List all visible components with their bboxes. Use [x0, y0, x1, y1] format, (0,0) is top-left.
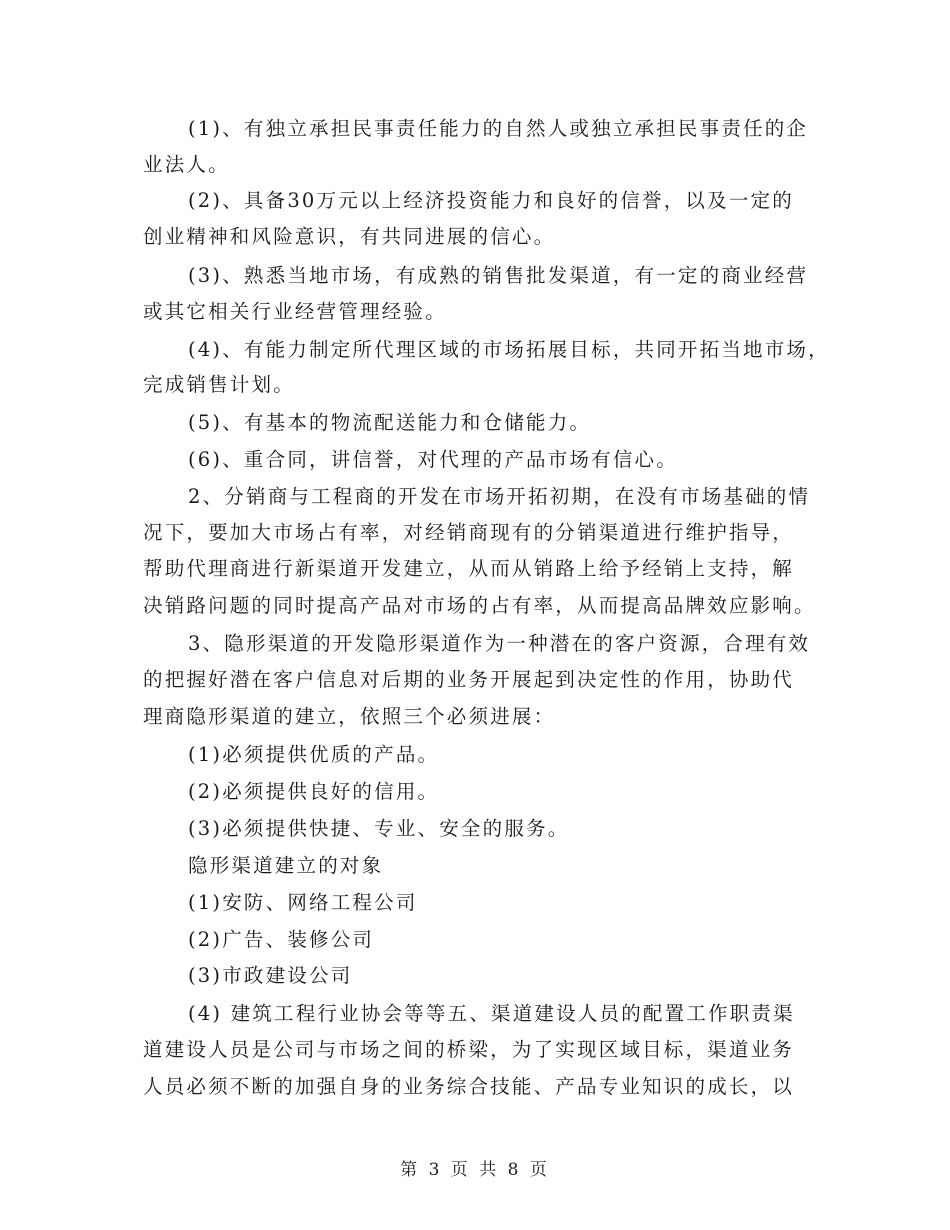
text-line: 业法人。	[143, 153, 230, 176]
text-line: (3)、熟悉当地市场，有成熟的销售批发渠道，有一定的商业经营	[188, 264, 809, 287]
text-line: (1)安防、网络工程公司	[188, 891, 418, 914]
page-number-footer: 第 3 页 共 8 页	[400, 1160, 550, 1180]
text-line: (3)必须提供快捷、专业、安全的服务。	[188, 817, 570, 840]
text-line: 创业精神和风险意识，有共同进展的信心。	[143, 225, 556, 248]
text-line: 2、分销商与工程商的开发在市场开拓初期，在没有市场基础的情	[188, 485, 811, 508]
text-line: (4)、有能力制定所代理区域的市场拓展目标，共同开拓当地市场，	[188, 338, 830, 361]
text-line: 的把握好潜在客户信息对后期的业务开展起到决定性的作用，协助代	[143, 668, 795, 691]
text-line: 道建设人员是公司与市场之间的桥梁，为了实现区域目标，渠道业务	[143, 1038, 795, 1061]
text-line: (1)、有独立承担民事责任能力的自然人或独立承担民事责任的企	[188, 117, 809, 140]
text-line: 理商隐形渠道的建立，依照三个必须进展：	[143, 705, 556, 728]
text-line: (2)必须提供良好的信用。	[188, 780, 440, 803]
text-line: (2)广告、装修公司	[188, 928, 375, 951]
text-line: (5)、有基本的物流配送能力和仓储能力。	[188, 411, 592, 434]
text-line: (1)必须提供优质的产品。	[188, 743, 440, 766]
text-line: 况下，要加大市场占有率，对经销商现有的分销渠道进行维护指导，	[143, 521, 795, 544]
text-line: 帮助代理商进行新渠道开发建立，从而从销路上给予经销上支持，解	[143, 557, 795, 580]
text-line: 人员必须不断的加强自身的业务综合技能、产品专业知识的成长，以	[143, 1075, 795, 1098]
text-line: (2)、具备30万元以上经济投资能力和良好的信誉，以及一定的	[188, 189, 794, 212]
text-line: (3)市政建设公司	[188, 964, 353, 987]
text-line: 3、隐形渠道的开发隐形渠道作为一种潜在的客户资源，合理有效	[188, 632, 811, 655]
text-line: (4) 建筑工程行业协会等等五、渠道建设人员的配置工作职责渠	[188, 1002, 795, 1025]
text-line: 或其它相关行业经营管理经验。	[143, 300, 447, 323]
text-line: 隐形渠道建立的对象	[188, 854, 384, 877]
text-line: (6)、重合同，讲信誉，对代理的产品市场有信心。	[188, 448, 678, 471]
text-line: 完成销售计划。	[143, 373, 295, 396]
text-line: 决销路问题的同时提高产品对市场的占有率，从而提高品牌效应影响。	[143, 594, 816, 617]
